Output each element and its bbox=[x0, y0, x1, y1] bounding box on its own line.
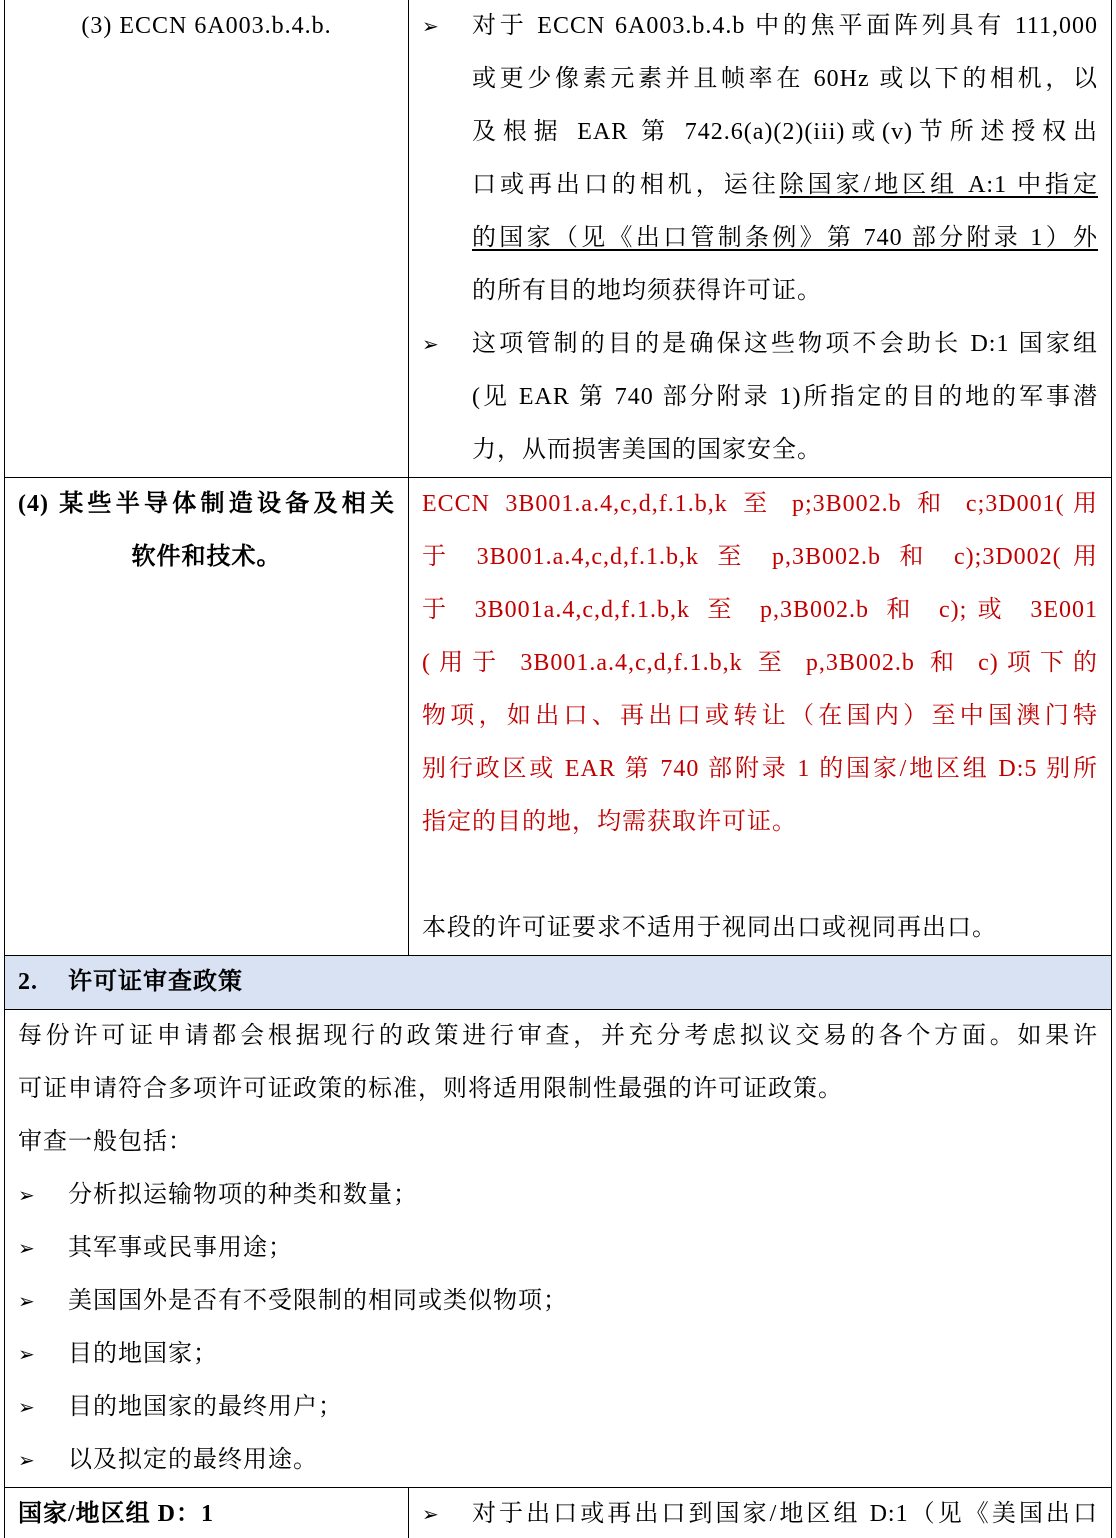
section-title: 许可证审查政策 bbox=[68, 969, 243, 995]
section-heading bbox=[18, 956, 1098, 1009]
text-line: 于 3B001a.4,c,d,f.1.b,k 至 p,3B002.b 和 c);或 3E001 bbox=[422, 597, 1098, 623]
text-line: 对于出口或再出口到国家/地区组 D:1（见《美国出口 bbox=[472, 1501, 1098, 1527]
text-line: 别行政区或 EAR 第 740 部附录 1 的国家/地区组 D:5 别所 bbox=[422, 756, 1098, 782]
text-line: (见 EAR 第 740 部分附录 1)所指定的目的地的军事潜 bbox=[472, 384, 1098, 410]
list-item bbox=[18, 1328, 1098, 1381]
list-item-text: 其军事或民事用途； bbox=[68, 1235, 293, 1261]
text-line: 或更少像素元素并且帧率在 60Hz 或以下的相机，以 bbox=[472, 66, 1098, 92]
text-line: (用于 3B001.a.4,c,d,f.1.b,k 至 p,3B002.b 和 c)项下的 bbox=[422, 650, 1098, 676]
arrow-bullet-icon: ➢ bbox=[18, 1183, 35, 1207]
text-line: ECCN 3B001.a.4,c,d,f.1.b,k 至 p;3B002.b 和 c;3D001(用 bbox=[422, 491, 1098, 517]
underlined-text: 除国家/地区组 A:1 中指定 bbox=[779, 172, 1098, 198]
arrow-bullet-icon: ➢ bbox=[18, 1395, 35, 1419]
list-item bbox=[18, 1222, 1098, 1275]
row-label-cell bbox=[5, 1488, 409, 1538]
text-line: 每份许可证申请都会根据现行的政策进行审查，并充分考虑拟议交易的各个方面。如果许 bbox=[18, 1023, 1098, 1049]
list-item bbox=[18, 1434, 1098, 1487]
text-line: 力，从而损害美国的国家安全。 bbox=[472, 437, 822, 463]
list-item-text: 分析拟运输物项的种类和数量； bbox=[68, 1182, 418, 1208]
table-row-country-group-d1 bbox=[4, 1488, 1112, 1538]
text-line: 及根据 EAR 第 742.6(a)(2)(iii)或(v)节所述授权出 bbox=[472, 119, 1098, 145]
list-item bbox=[18, 1169, 1098, 1222]
review-lead: 审查一般包括： bbox=[18, 1129, 193, 1155]
table-row-semiconductor bbox=[4, 478, 1112, 956]
text-line: 对于 ECCN 6A003.b.4.b 中的焦平面阵列具有 111,000 bbox=[472, 13, 1098, 39]
list-item-text: 美国国外是否有不受限制的相同或类似物项； bbox=[68, 1288, 568, 1314]
section-header bbox=[4, 956, 1112, 1010]
row-label-cell bbox=[5, 0, 409, 477]
bullet-item bbox=[422, 0, 1098, 318]
text-segment: 口或再出口的相机，运往 bbox=[472, 172, 780, 198]
list-item-text: 目的地国家的最终用户； bbox=[68, 1394, 343, 1420]
arrow-bullet-icon: ➢ bbox=[18, 1236, 35, 1260]
arrow-bullet-icon: ➢ bbox=[18, 1448, 35, 1472]
section-number: 2. bbox=[18, 969, 38, 995]
section-body bbox=[4, 1010, 1112, 1488]
row-label-line: (4) 某些半导体制造设备及相关 bbox=[18, 491, 395, 517]
text-line: 于 3B001.a.4,c,d,f.1.b,k 至 p,3B002.b 和 c);3D002(用 bbox=[422, 544, 1098, 570]
row-content-cell bbox=[409, 1488, 1111, 1538]
note-text: 本段的许可证要求不适用于视同出口或视同再出口。 bbox=[422, 915, 997, 941]
arrow-bullet-icon: ➢ bbox=[18, 1289, 35, 1313]
blank-line bbox=[422, 849, 1098, 902]
text-line: 指定的目的地，均需获取许可证。 bbox=[422, 809, 797, 835]
row-label-line: 软件和技术。 bbox=[131, 544, 282, 570]
row-content-cell bbox=[409, 0, 1111, 477]
arrow-bullet-icon: ➢ bbox=[422, 1502, 439, 1526]
row-label: (3) ECCN 6A003.b.4.b. bbox=[81, 13, 332, 39]
text-line bbox=[472, 159, 1098, 212]
text-line: 这项管制的目的是确保这些物项不会助长 D:1 国家组 bbox=[472, 331, 1098, 357]
text-line: 可证申请符合多项许可证政策的标准，则将适用限制性最强的许可证政策。 bbox=[18, 1076, 843, 1102]
arrow-bullet-icon: ➢ bbox=[422, 332, 439, 356]
arrow-bullet-icon: ➢ bbox=[422, 14, 439, 38]
list-item bbox=[18, 1275, 1098, 1328]
row-label: 国家/地区组 D：1 bbox=[18, 1501, 214, 1527]
text-line bbox=[472, 212, 1098, 265]
underlined-text: 的国家（见《出口管制条例》第 740 部分附录 1）外 bbox=[472, 225, 1098, 251]
bullet-item bbox=[422, 318, 1098, 477]
bullet-item bbox=[422, 1488, 1098, 1538]
row-label-cell bbox=[5, 478, 409, 955]
list-item-text: 以及拟定的最终用途。 bbox=[68, 1447, 318, 1473]
arrow-bullet-icon: ➢ bbox=[18, 1342, 35, 1366]
text-line: 物项，如出口、再出口或转让（在国内）至中国澳门特 bbox=[422, 703, 1098, 729]
red-paragraph bbox=[422, 478, 1098, 849]
table-row-eccn-6a003 bbox=[4, 0, 1112, 478]
text-line: 的所有目的地均须获得许可证。 bbox=[472, 278, 822, 304]
row-content-cell bbox=[409, 478, 1111, 955]
list-item bbox=[18, 1381, 1098, 1434]
list-item-text: 目的地国家； bbox=[68, 1341, 218, 1367]
